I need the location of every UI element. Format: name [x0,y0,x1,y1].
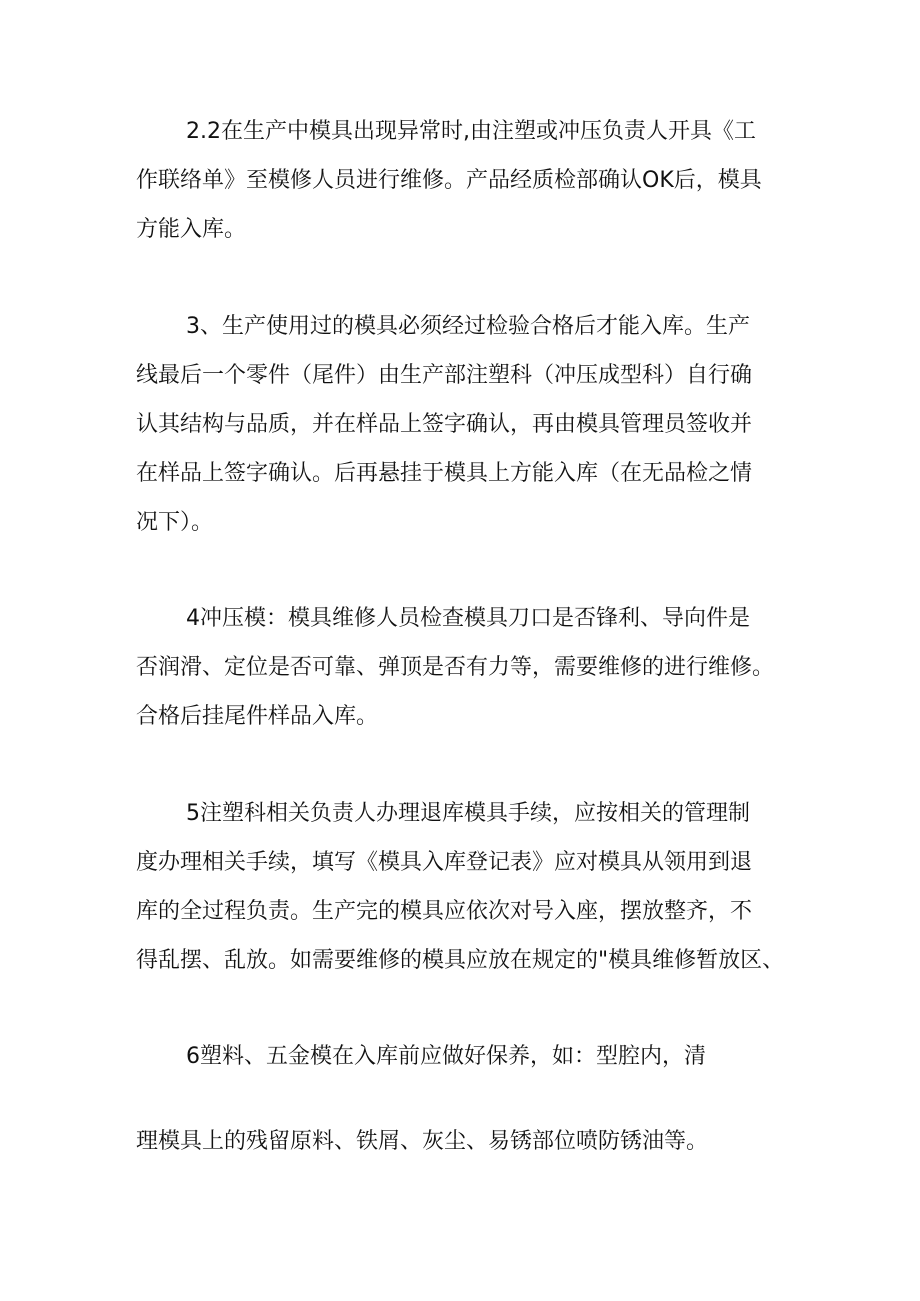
paragraph-5-line-1: 5注塑科相关负责人办理退库模具手续，应按相关的管理制 [186,801,750,826]
paragraph-2-2-line-3: 方能入库。 [136,217,247,242]
paragraph-3-line-2: 线最后一个零件（尾件）由生产部注塑科（冲压成型科）自行确 [136,363,753,388]
paragraph-5-line-4: 得乱摆、乱放。如需要维修的模具应放在规定的"模具维修暂放区、 [136,948,785,973]
paragraph-4-line-3: 合格后挂尾件样品入库。 [136,704,379,729]
paragraph-3-line-5: 况下）。 [136,510,214,535]
paragraph-5-line-2: 度办理相关手续，填写《模具入库登记表》应对模具从领用到退 [136,850,753,875]
paragraph-2-2-line-2: 作联络单》至模修人员进行维修。产品经质检部确认OK后，模具 [136,168,762,193]
paragraph-4-line-2: 否润滑、定位是否可靠、弹顶是否有力等，需要维修的进行维修。 [136,655,775,680]
paragraph-6-line-1: 6塑料、五金模在入库前应做好保养，如：型腔内，清 [186,1044,706,1069]
paragraph-3-line-1: 3、生产使用过的模具必须经过检验合格后才能入库。生产 [186,314,750,339]
paragraph-2-2-line-1: 2.2在生产中模具出现异常时,由注塑或冲压负责人开具《工 [186,119,756,144]
paragraph-3-line-4: 在样品上签字确认。后再悬挂于模具上方能入库（在无品检之情 [136,461,753,486]
paragraph-5-line-3: 库的全过程负责。生产完的模具应依次对号入座，摆放整齐，不 [136,899,753,924]
paragraph-3-line-3: 认其结构与品质，并在样品上签字确认，再由模具管理员签收并 [136,412,753,437]
paragraph-4-line-1: 4冲压模：模具维修人员检查模具刀口是否锋利、导向件是 [186,606,750,631]
paragraph-6-continuation: 理模具上的残留原料、铁屑、灰尘、易锈部位喷防锈油等。 [136,1129,709,1154]
